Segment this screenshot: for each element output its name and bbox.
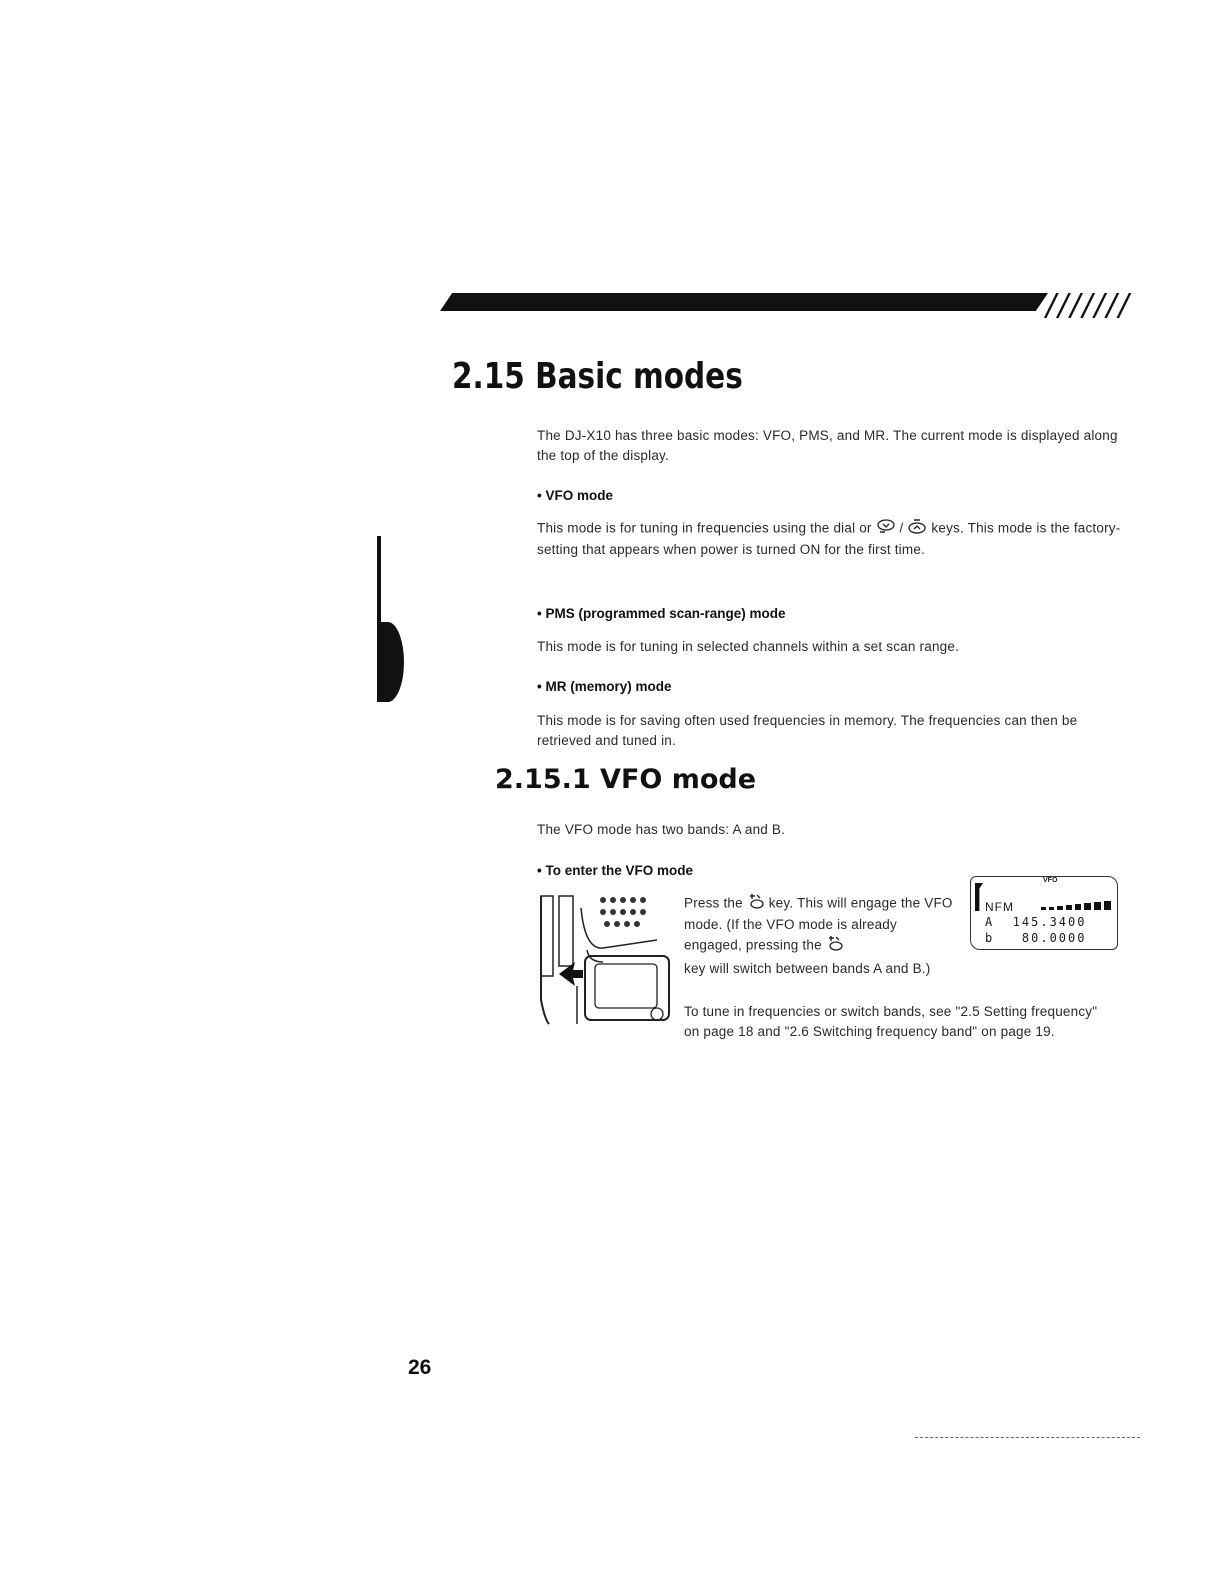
step-1-part-b: key. This will engage the VFO mode. (If the VFO mode is already engaged, pressing the [684, 895, 953, 953]
subsection-intro: The VFO mode has two bands: A and B. [537, 822, 786, 837]
lcd-signal-icon [975, 883, 983, 911]
mode-heading-pms: • PMS (programmed scan-range) mode [537, 606, 786, 621]
header-rule [440, 293, 1048, 311]
step-2-text: To tune in frequencies or switch bands, see "2.5 Setting frequency" on page 18 and "2.6 Switching frequency band" on page 19. [684, 1004, 1098, 1039]
vfo-description-end: keys. This mode is the factory-setting that appears when power is turned ON for the first time. [537, 520, 1121, 557]
lcd-band-b: b 80.0000 [985, 931, 1087, 945]
header-slashes: /////// [1046, 288, 1131, 323]
radio-device-illustration [537, 890, 677, 1030]
procedure-heading: • To enter the VFO mode [537, 863, 693, 878]
lcd-modulation: NFM [985, 900, 1014, 914]
vfo-key-icon [747, 893, 765, 915]
vfo-key-icon [826, 935, 844, 957]
key-separator: / [899, 520, 904, 536]
mode-description-pms: This mode is for tuning in selected channels within a set scan range. [537, 639, 960, 654]
up-key-icon [907, 518, 927, 540]
margin-tab-marker [377, 622, 404, 702]
step-1-text [684, 893, 956, 957]
lcd-band-a: A 145.3400 [985, 915, 1087, 929]
step-1-part-a: Press the [684, 895, 743, 911]
mode-heading-mr: • MR (memory) mode [537, 679, 672, 694]
vfo-description-start: This mode is for tuning in frequencies using the dial or [537, 520, 872, 536]
down-key-icon [876, 519, 896, 539]
margin-tab-line [377, 536, 381, 634]
lcd-mode-label: VFO [1043, 877, 1058, 884]
lcd-display [970, 876, 1118, 950]
page-number: 26 [408, 1356, 432, 1379]
mode-description-vfo [537, 518, 1127, 560]
mode-description-mr: This mode is for saving often used frequencies in memory. The frequencies can then be retrieved and tuned in. [537, 713, 1078, 748]
step-1-part-c: key will switch between bands A and B.) [684, 961, 931, 976]
subsection-title: 2.15.1 VFO mode [495, 764, 757, 795]
footer-line [915, 1437, 1140, 1439]
section-title: 2.15 Basic modes [452, 356, 743, 397]
mode-heading-vfo: • VFO mode [537, 488, 613, 503]
lcd-s-meter [1041, 901, 1113, 911]
section-intro: The DJ-X10 has three basic modes: VFO, PMS, and MR. The current mode is displayed along the top of the display. [537, 428, 1118, 463]
